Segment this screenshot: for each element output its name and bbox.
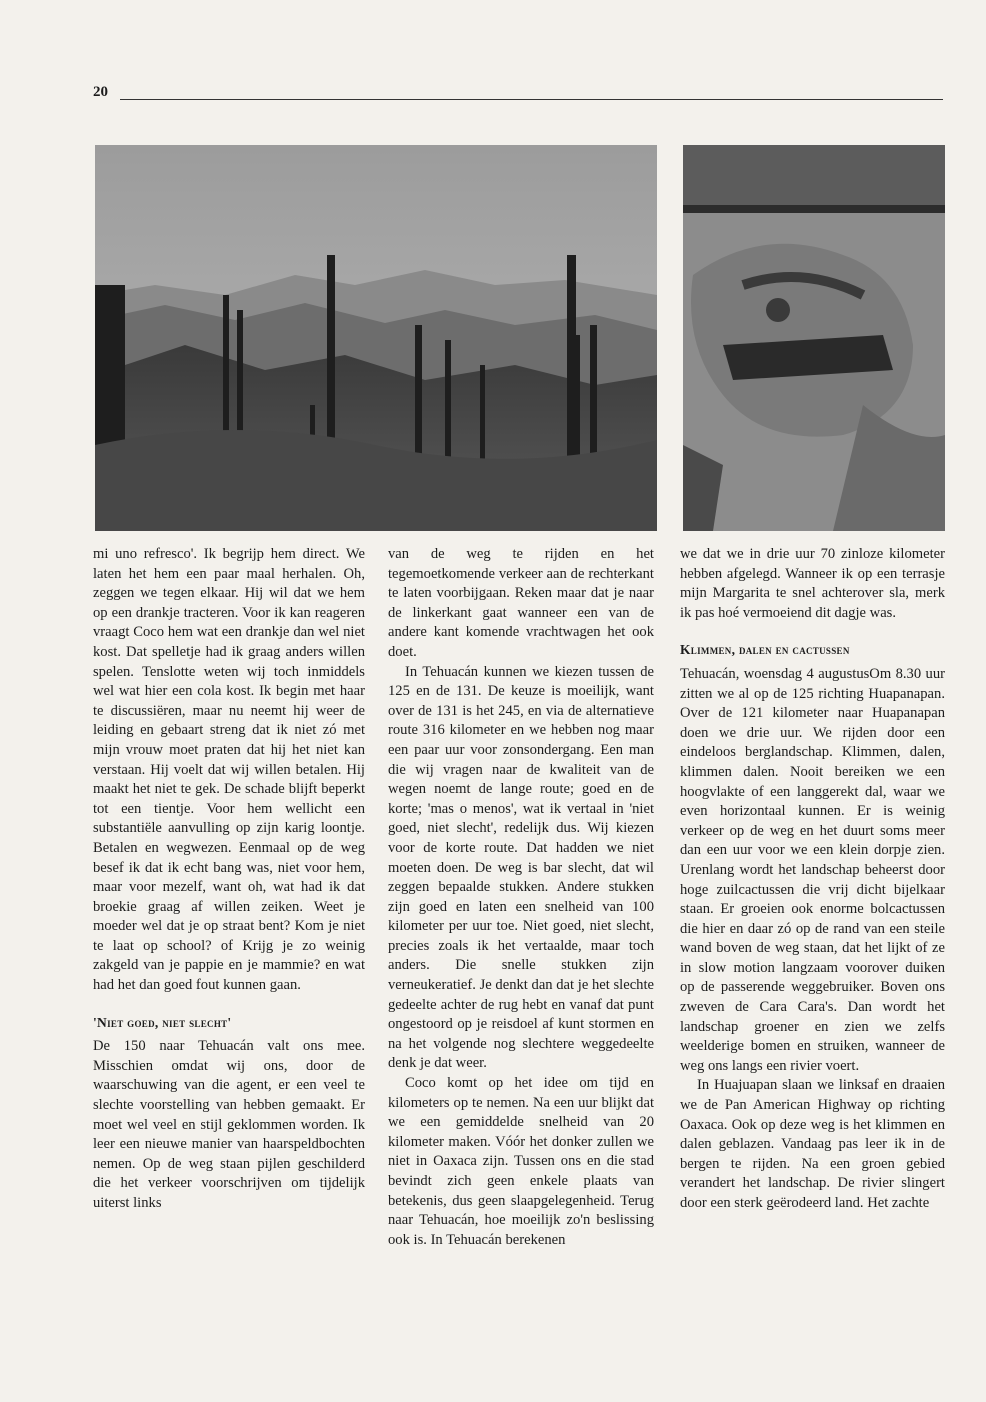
serpent-head-sculpture-photo	[683, 145, 945, 531]
section-heading: Klimmen, dalen en cactussen	[680, 642, 850, 658]
paragraph: In Tehuacán kunnen we kiezen tussen de 125 en de 131. De keuze is moeilijk, want over de 131 is het 245, en via de alternatieve route 316 kilometer en we hebben nog maar een paar uur voor zonsondergang. Een man die wij vragen naar de kwaliteit van de wegen noemt de lange route; goed en de korte; 'mas o menos', wat ik vertaal in 'niet goed, niet slecht', redelijk dus. Wij kiezen voor de korte route. Dat hadden we niet moeten doen. De weg is bar slecht, dat wil zeggen bepaalde stukken. Andere stukken zijn goed en laten een snelheid van 100 kilometer per uur toe. Niet goed, niet slecht, precies zoals ik het vertaalde, maar toch anders. Die snelle stukken zijn verneukeratief. Je denkt dan dat je het slechte gedeelte achter de rug hebt en vanaf dat punt ongestoord op je reisdoel af kunt stormen en na het volgende nog slechtere weggedeelte denk je dat weer.	[388, 663, 654, 1072]
header-rule	[120, 99, 943, 100]
cactus-landscape-photo	[95, 145, 657, 531]
page-number: 20	[93, 84, 108, 100]
paragraph: Coco komt op het idee om tijd en kilometers op te nemen. Na een uur blijkt dat we een gemiddelde snelheid van 20 kilometer maken. Vóór het donker zullen we niet in Oaxaca zijn. Tussen ons en die stad bevindt zich geen enkele plaats van betekenis, dus geen slaapgelegenheid. Terug naar Tehuacán, hoe moeilijk zo'n beslissing ook is. In Tehuacán berekenen	[388, 1075, 654, 1248]
paragraph: In Huajuapan slaan we linksaf en draaien we de Pan American Highway op richting Oaxaca. Ook op deze weg is het klimmen en dalen geblazen. Vandaag pas leer ik in de bergen te rijden. Na een groen gebied verandert het landschap. De rivier slingert door een sterk geërodeerd land. Het zachte	[680, 1077, 945, 1211]
text-column-3	[680, 545, 945, 1214]
text-column-2	[388, 545, 654, 1250]
paragraph: we dat we in drie uur 70 zinloze kilometer hebben afgelegd. Wanneer ik op een terrasje mijn Margarita te snel achterover sla, merk ik pas hoé vermoeiend dit dagje was.	[680, 546, 945, 621]
paragraph: mi uno refresco'. Ik begrijp hem direct. We laten het hem een paar maal herhalen. Oh, zeggen we tegen elkaar. Hij wil dat we hem op een drankje tracteren. Voor ik kan reageren vraagt Coco hem wat een drankje dan wel niet kost. Dat spelletje had ik graag anders willen spelen. Tenslotte weten wij toch inmiddels wel wat hier een cola kost. Ik begin met haar te discussiëren, maar nu neemt hij weer de leiding en gebaart streng dat ik niet zó met mijn vrouw moet praten dat hij het niet kan verstaan. Hij voelt dat wij willen betalen. Hij maakt het niet te gek. De schade blijft beperkt tot een tientje. Voor hem wellicht een substantiële aanvulling op zijn karig loontje. Betalen en wegwezen. Eenmaal op de weg besef ik dat ik echt bang was, niet voor hem, maar voor mezelf, want oh, wat had ik dat broekie graag af willen zeiken. Weet je moeder wel dat je op straat bent? Kom je niet te laat op school? of Krijg je zo weinig zakgeld van je pappie en je mammie? en wat had het dan goed fout kunnen gaan.	[93, 546, 365, 994]
paragraph: Tehuacán, woensdag 4 augustusOm 8.30 uur zitten we al op de 125 richting Huapanapan. Over de 121 kilometer naar Huapanapan doen we drie uur. We rijden door een eindeloos berglandschap. Klimmen, dalen, klimmen dalen. Nooit bereiken we een hoogvlakte of een langgerekt dal, waar we even horizontaal kunnen. Er is weinig verkeer op de weg en het duurt soms meer dan een uur voor we een klein dorpje zien. Urenlang wordt het landschap beheerst door hoge zuilcactussen die vrij dicht bijelkaar staan. Er groeien ook enorme bolcactussen die hier en daar zó op de rand van een steile wand boven de weg staan, dat het lijkt of ze in slow motion langzaam voorover duiken op de passerende weggebruiker. Boven ons zweven de Cara Cara's. Dan wordt het landschap groener en zien we zelfs weelderige bomen en struiken, wanneer de weg ons langs een rivier voert.	[680, 665, 945, 1074]
paragraph: van de weg te rijden en het tegemoetkomende verkeer aan de rechterkant te laten voorbijgaan. Reken maar dat je naar de linkerkant gaat wanneer een van de andere kant komende vrachtwagen het ook doet.	[388, 546, 654, 660]
text-column-1	[93, 545, 365, 1214]
paragraph: De 150 naar Tehuacán valt ons mee. Misschien omdat wij ons, door de waarschuwing van die agent, er een veel te slechte voorstelling van hebben gemaakt. Er moet wel veel en stijl geklommen worden. Ik leer een nieuwe manier van haarspeldbochten nemen. Op de weg staan pijlen geschilderd die het verkeer voorschrijven om tijdelijk uiterst links	[93, 1038, 365, 1211]
section-heading: 'Niet goed, niet slecht'	[93, 1014, 232, 1030]
